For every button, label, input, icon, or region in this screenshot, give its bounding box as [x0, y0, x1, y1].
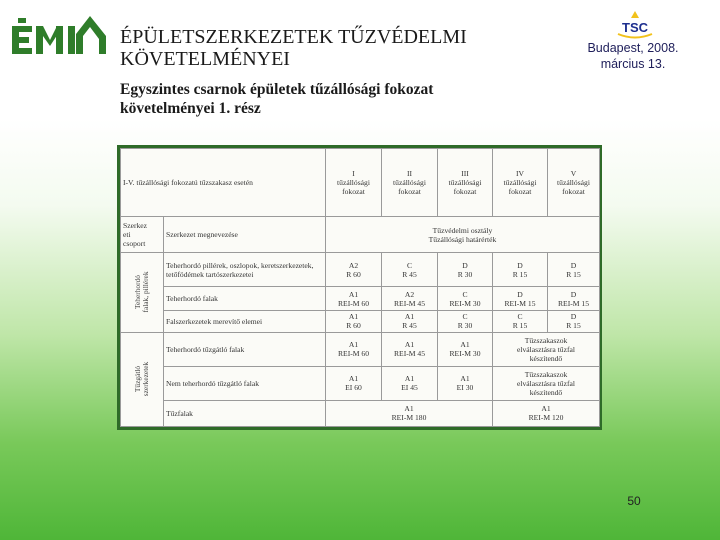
table-row: Teherhordó falak A1 REI-M 60 A2 REI-M 45 C REI-M 30 D REI-M 15 D REI-M 15	[121, 287, 600, 310]
table-row: Tűzgátló szerkezetek Teherhordó tűzgátló falak A1 REI-M 60 A1 REI-M 45 A1 REI-M 30 Tűzszakaszok elválasztásra tűzfal készítendő	[121, 332, 600, 366]
group-column-header: Szerkez eti csoport	[121, 217, 164, 253]
requirements-table	[120, 148, 600, 427]
row-name: Tűzfalak	[164, 400, 326, 426]
firewall-right-value: A1 REI-M 120	[493, 400, 600, 426]
table-row: Nem teherhordó tűzgátló falak A1 EI 60 A1 EI 45 A1 EI 30 Tűzszakaszok elválasztásra tűzfal készítendő	[121, 366, 600, 400]
group-label-fire-barrier: Tűzgátló szerkezetek	[121, 332, 164, 426]
row-name: Nem teherhordó tűzgátló falak	[164, 366, 326, 400]
firewall-left-value: A1 REI-M 180	[326, 400, 493, 426]
group-label-load-bearing: Teherhordó falak, pillérek	[121, 253, 164, 332]
emi-logo	[10, 10, 108, 56]
date-line-2: március 13.	[600, 57, 666, 71]
svg-text:ÉMI: ÉMI	[10, 10, 12, 11]
row-name: Falszerkezetek merevítő elemei	[164, 310, 326, 332]
fokozat-header-5: V tűzállósági fokozat	[548, 149, 600, 217]
row-name: Teherhordó falak	[164, 287, 326, 310]
subtitle-line-1: Egyszintes csarnok épületek tűzállósági fokozat	[120, 81, 434, 98]
structure-name-header: Szerkezet megnevezése	[164, 217, 326, 253]
date-block	[570, 40, 696, 72]
page-number: 50	[627, 494, 641, 508]
table-row: Teherhordó falak, pillérek Teherhordó pillérek, oszlopok, keretszerkezetek, tetőfödémek tartószerkezetei A2 R 60 C R 45 D R 30 D R 15 D R 15	[121, 253, 600, 287]
fokozat-header-3: III tűzállósági fokozat	[438, 149, 493, 217]
firewall-note: Tűzszakaszok elválasztásra tűzfal készítendő	[493, 332, 600, 366]
fokozat-header-4: IV tűzállósági fokozat	[493, 149, 548, 217]
table-row	[121, 400, 600, 426]
fokozat-header-2: II tűzállósági fokozat	[382, 149, 438, 217]
fokozat-header-1: I tűzállósági fokozat	[326, 149, 382, 217]
slide-subtitle	[120, 80, 540, 118]
table-row: Falszerkezetek merevítő elemei A1 R 60 A1 R 45 C R 30 C R 15 D R 15	[121, 310, 600, 332]
slide-title: ÉPÜLETSZERKEZETEK TŰZVÉDELMI KÖVETELMÉNYEI	[120, 26, 467, 70]
svg-text:TSC: TSC	[622, 20, 648, 35]
requirements-table-frame	[117, 145, 602, 430]
header-label: I-V. tűzállósági fokozatú tűzszakasz esetén	[121, 149, 326, 217]
tsc-logo	[612, 10, 658, 42]
date-line-1: Budapest, 2008.	[587, 41, 679, 55]
table-subheader-row	[121, 217, 600, 253]
row-name: Teherhordó pillérek, oszlopok, keretszerkezetek, tetőfödémek tartószerkezetei	[164, 253, 326, 287]
firewall-note: Tűzszakaszok elválasztásra tűzfal készítendő	[493, 366, 600, 400]
table-header-row	[121, 149, 600, 217]
row-name: Teherhordó tűzgátló falak	[164, 332, 326, 366]
subtitle-line-2: követelményei 1. rész	[120, 100, 261, 117]
class-header: Tűzvédelmi osztály Tűzállósági határérték	[326, 217, 600, 253]
